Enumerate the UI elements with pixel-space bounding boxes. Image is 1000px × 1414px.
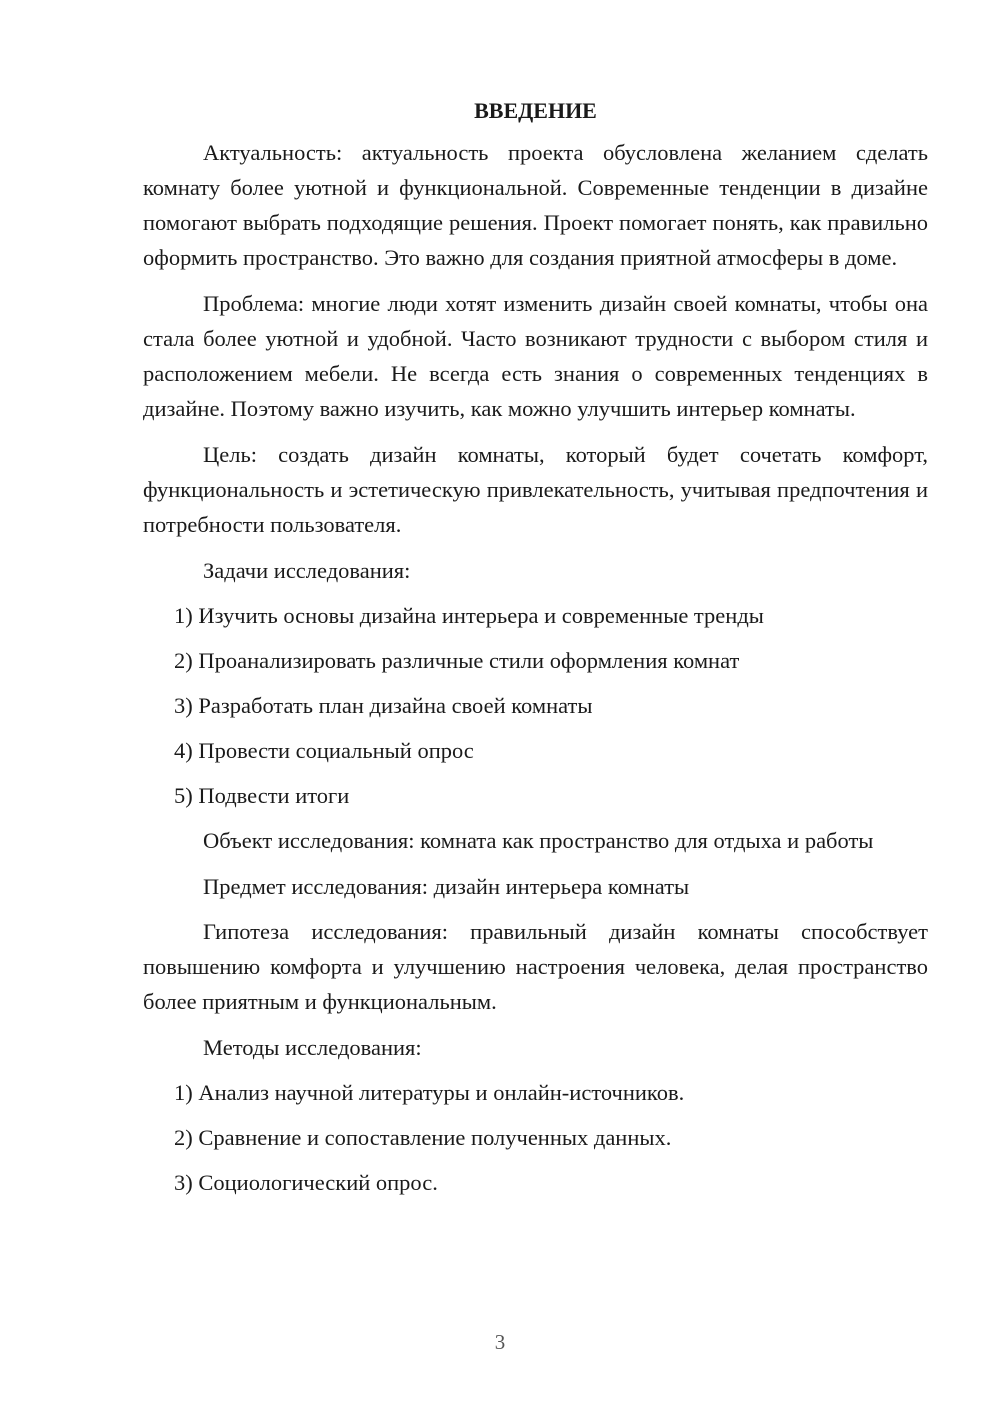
relevance-paragraph: Актуальность: актуальность проекта обусловлена желанием сделать комнату более уютной и функциональной. Современные тенденции в дизайне помогают выбрать подходящие решения. Проект помогает понять, как правильно оформить пространство. Это важно для создания приятной атмосферы в доме. [143,140,928,270]
subject-paragraph: Предмет исследования: дизайн интерьера комнаты [203,874,690,899]
goal-paragraph: Цель: создать дизайн комнаты, который будет сочетать комфорт, функциональность и эстетическую привлекательность, учитывая предпочтения и потребности пользователя. [143,442,928,537]
list-item: 3) Социологический опрос. [174,1170,438,1195]
list-item: 1) Изучить основы дизайна интерьера и современные тренды [174,603,764,628]
tasks-heading: Задачи исследования: [203,558,411,583]
page-number: 3 [494,1330,506,1354]
list-item: 1) Анализ научной литературы и онлайн-источников. [174,1080,685,1105]
object-paragraph: Объект исследования: комната как пространство для отдыха и работы [203,828,874,853]
list-item: 2) Проанализировать различные стили оформления комнат [174,648,740,673]
methods-list [143,1075,928,1200]
page-title: ВВЕДЕНИЕ [474,98,597,123]
problem-paragraph: Проблема: многие люди хотят изменить дизайн своей комнаты, чтобы она стала более уютной и удобной. Часто возникают трудности с выбором стиля и расположением мебели. Не всегда есть знания о современных тенденциях в дизайне. Поэтому важно изучить, как можно улучшить интерьер комнаты. [143,291,928,421]
tasks-list [143,598,928,813]
list-item: 3) Разработать план дизайна своей комнаты [174,693,593,718]
document-page [143,93,928,1210]
list-item: 5) Подвести итоги [174,783,350,808]
hypothesis-paragraph: Гипотеза исследования: правильный дизайн комнаты способствует повышению комфорта и улучшению настроения человека, делая пространство более приятным и функциональным. [143,919,928,1014]
list-item: 2) Сравнение и сопоставление полученных данных. [174,1125,672,1150]
methods-heading: Методы исследования: [203,1035,422,1060]
list-item: 4) Провести социальный опрос [174,738,474,763]
